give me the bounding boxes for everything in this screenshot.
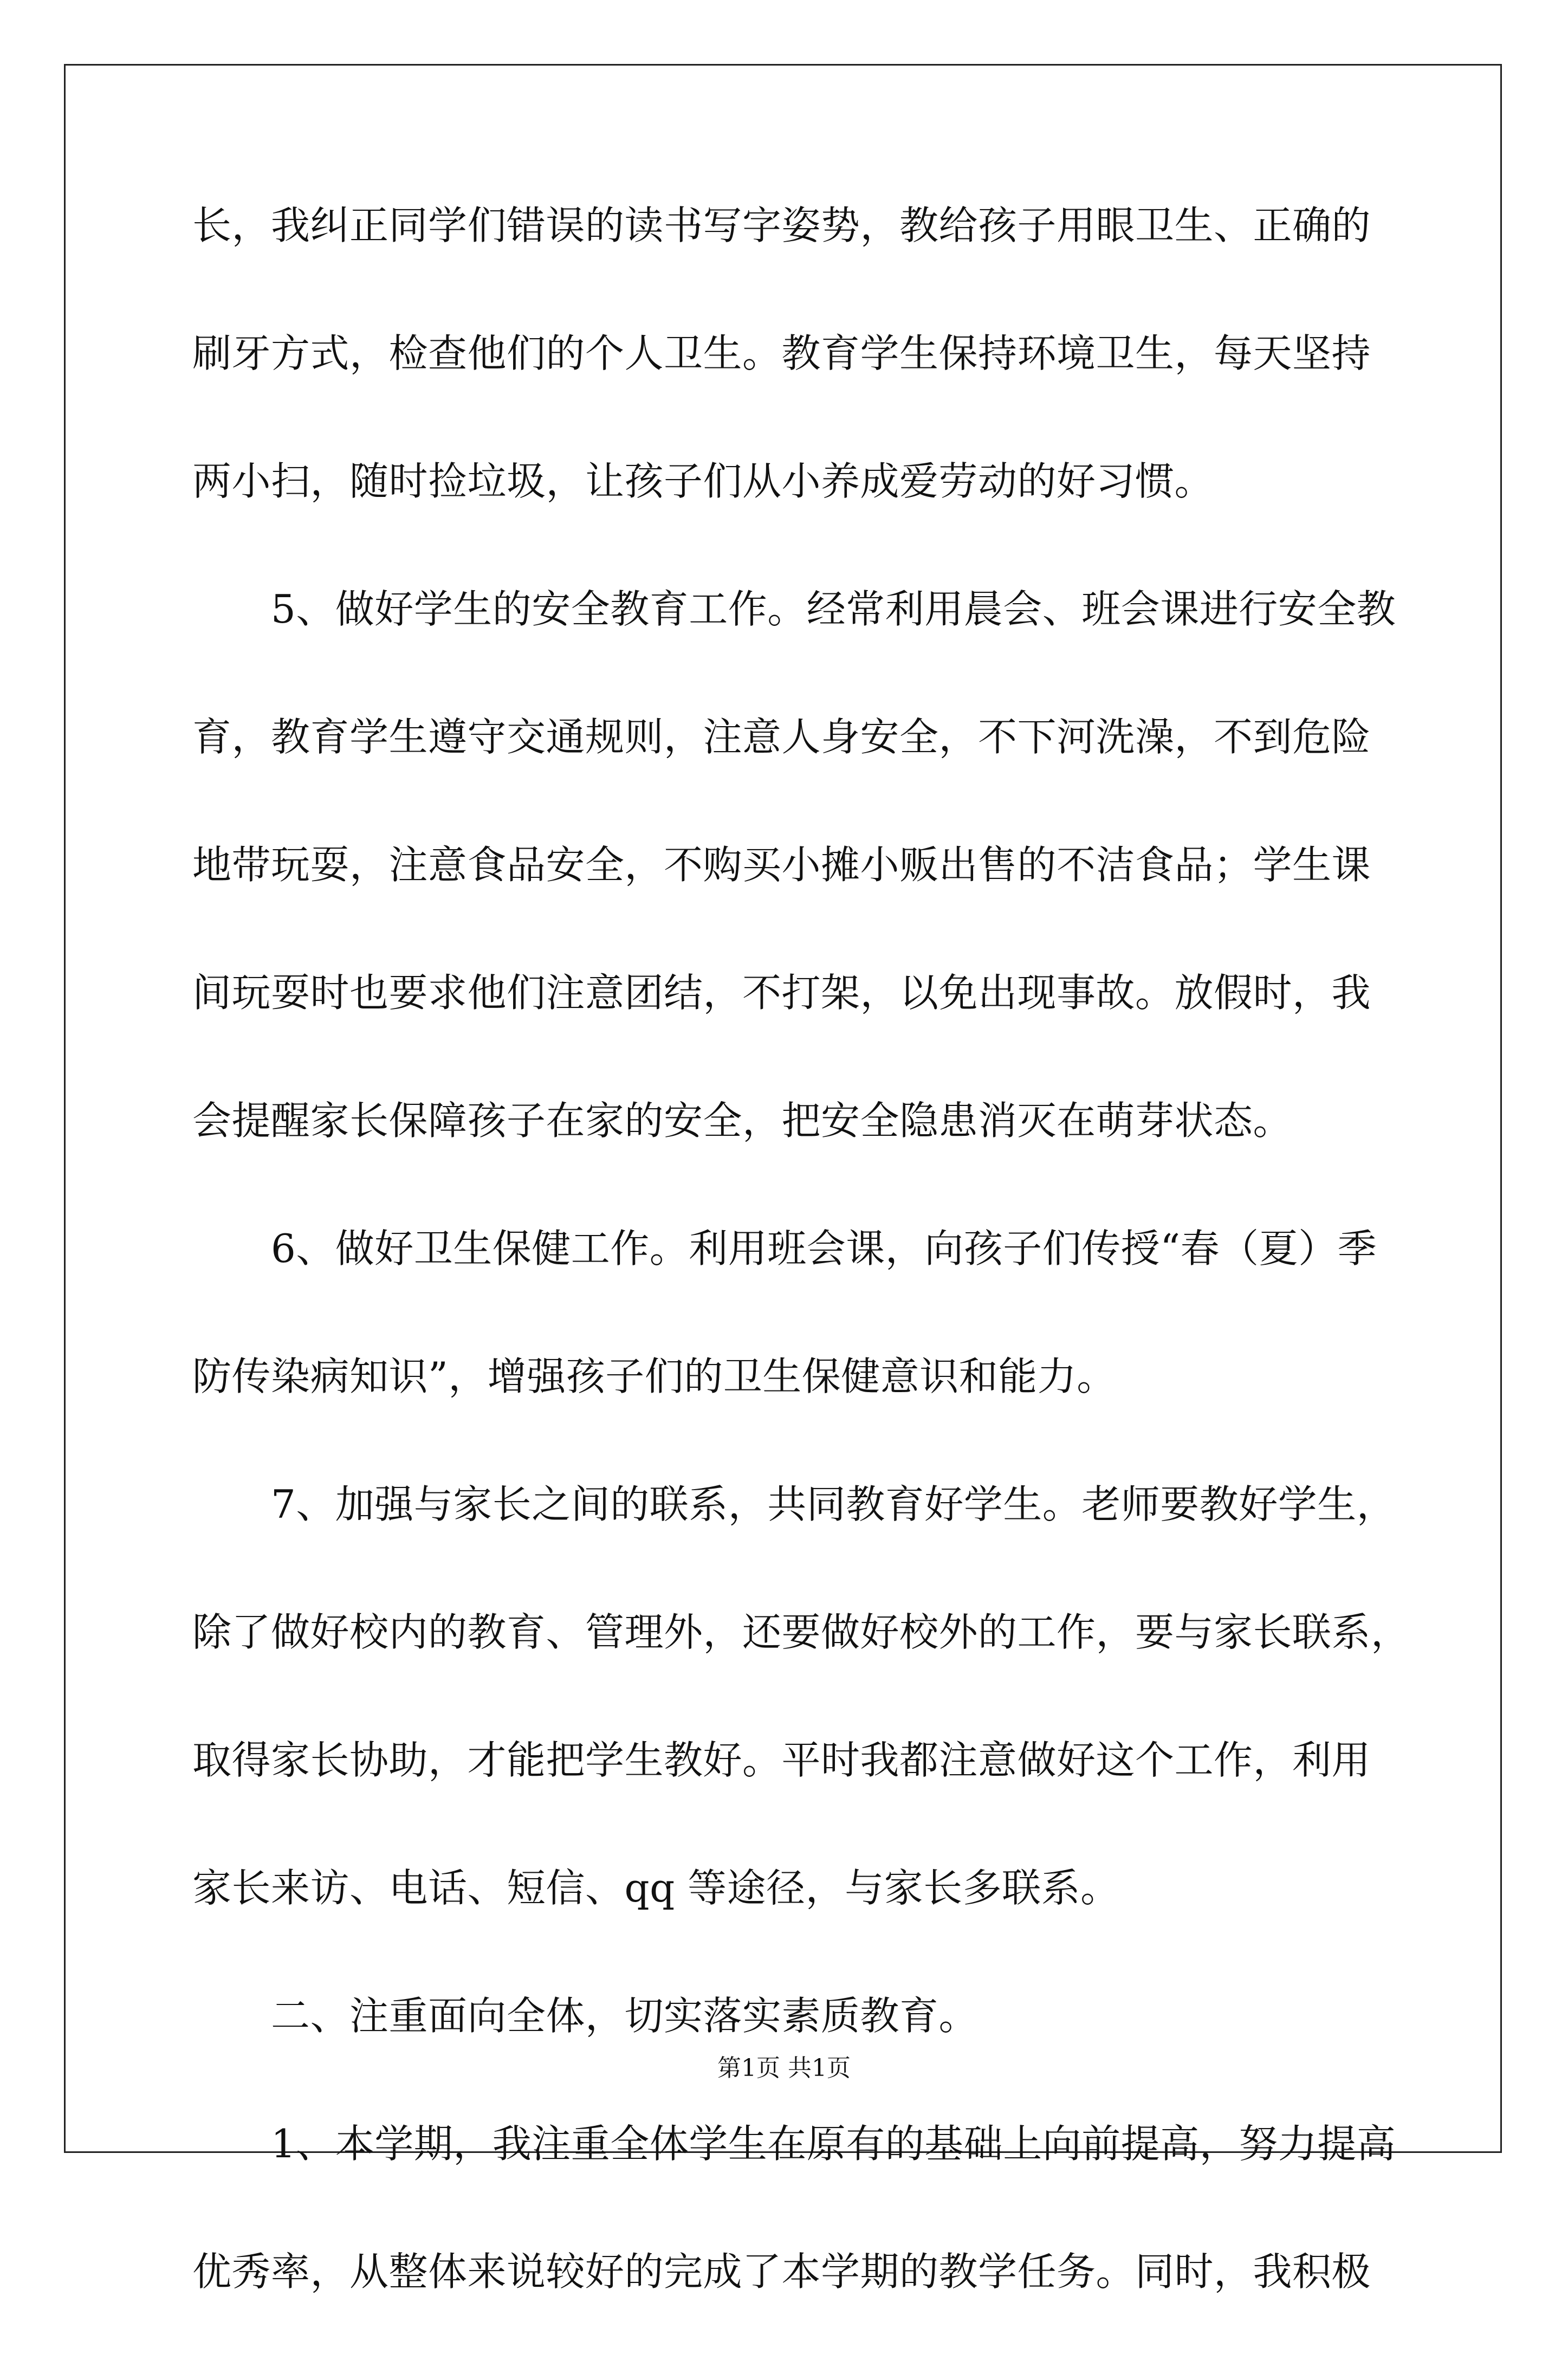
- text-line-3: 两小扫，随时捡垃圾，让孩子们从小养成爱劳动的好习惯。: [192, 458, 1214, 504]
- text-line-14: 家长来访、电话、短信、qq 等途径，与家长多联系。: [192, 1865, 1120, 1911]
- text-line-9: 6、做好卫生保健工作。利用班会课，向孩子们传授“春（夏）季: [271, 1226, 1377, 1271]
- text-line-12: 除了做好校内的教育、管理外，还要做好校外的工作，要与家长联系，: [192, 1609, 1410, 1655]
- text-line-15: 二、注重面向全体，切实落实素质教育。: [271, 1993, 979, 2039]
- text-line-5: 育，教育学生遵守交通规则，注意人身安全，不下河洗澡，不到危险: [192, 714, 1371, 760]
- text-line-4: 5、做好学生的安全教育工作。经常利用晨会、班会课进行安全教: [271, 586, 1396, 632]
- text-line-6: 地带玩耍，注意食品安全，不购买小摊小贩出售的不洁食品；学生课: [192, 842, 1371, 888]
- text-line-7: 间玩耍时也要求他们注意团结，不打架，以免出现事故。放假时，我: [192, 970, 1371, 1016]
- text-line-2: 刷牙方式，检查他们的个人卫生。教育学生保持环境卫生，每天坚持: [192, 331, 1371, 376]
- text-line-1: 长，我纠正同学们错误的读书写字姿势，教给孩子用眼卫生、正确的: [192, 203, 1371, 248]
- page-footer: 第1页 共1页: [717, 2054, 851, 2082]
- text-line-13: 取得家长协助，才能把学生教好。平时我都注意做好这个工作，利用: [192, 1737, 1371, 1783]
- text-line-17: 优秀率，从整体来说较好的完成了本学期的教学任务。同时，我积极: [192, 2249, 1371, 2294]
- text-line-8: 会提醒家长保障孩子在家的安全，把安全隐患消灭在萌芽状态。: [192, 1098, 1293, 1143]
- text-line-16: 1、本学期，我注重全体学生在原有的基础上向前提高，努力提高: [271, 2121, 1396, 2166]
- text-line-11: 7、加强与家长之间的联系，共同教育好学生。老师要教好学生，: [271, 1482, 1396, 1527]
- text-line-10: 防传染病知识”，增强孩子们的卫生保健意识和能力。: [192, 1354, 1116, 1399]
